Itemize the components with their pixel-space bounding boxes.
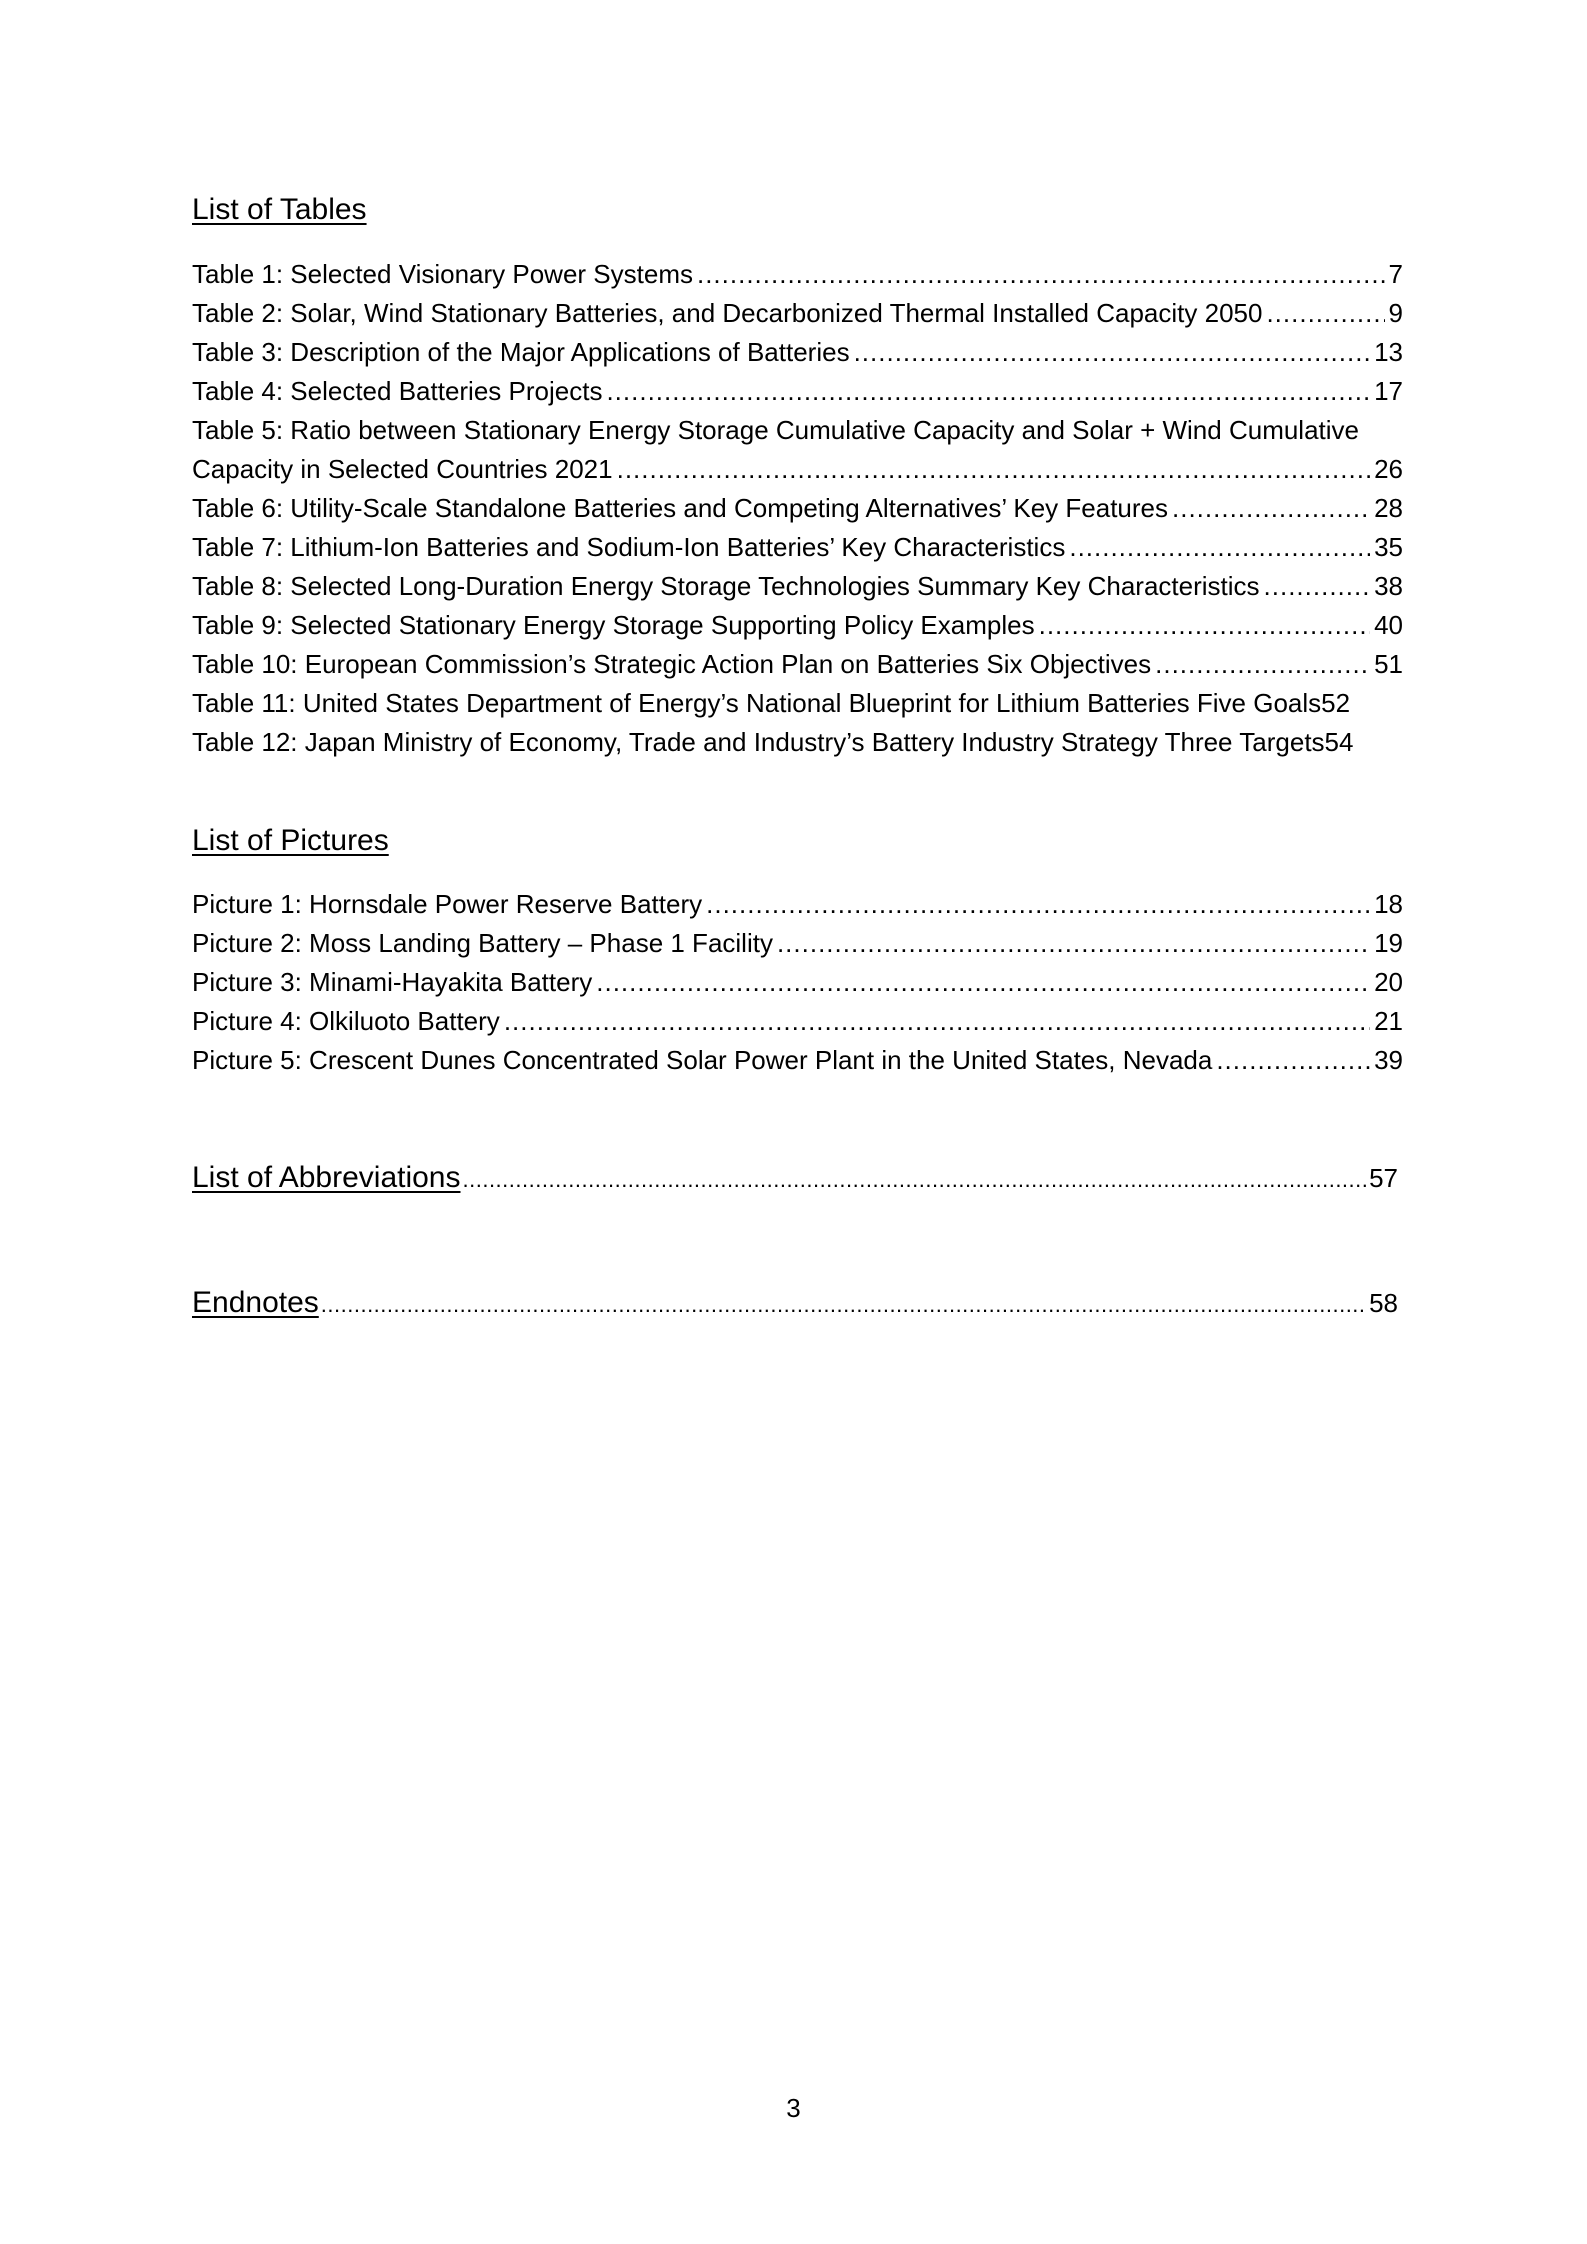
endnotes-heading: Endnotes xyxy=(192,1286,319,1319)
toc-entry-title: Picture 3: Minami-Hayakita Battery xyxy=(192,967,593,997)
dot-leader xyxy=(606,372,1370,411)
toc-entry-page: 52 xyxy=(1321,688,1351,718)
list-of-tables xyxy=(192,255,1403,762)
toc-entry-table-11[interactable] xyxy=(192,684,1403,723)
toc-entry-page: 18 xyxy=(1374,889,1403,919)
toc-entry-table-6[interactable] xyxy=(192,489,1403,528)
toc-entry-page: 21 xyxy=(1374,1006,1403,1036)
toc-entry-endnotes[interactable] xyxy=(192,1285,1398,1321)
toc-entry-title: Table 10: European Commission’s Strategic Action Plan on Batteries Six Objectives xyxy=(192,649,1152,679)
toc-entry-title: Picture 1: Hornsdale Power Reserve Battery xyxy=(192,889,703,919)
list-of-tables-heading: List of Tables xyxy=(192,193,367,226)
toc-entry-table-3[interactable] xyxy=(192,333,1403,372)
dot-leader xyxy=(1172,489,1370,528)
toc-entry-page: 57 xyxy=(1369,1163,1398,1193)
toc-entry-title: Table 12: Japan Ministry of Economy, Trade and Industry’s Battery Industry Strategy Three Targets xyxy=(192,727,1325,757)
list-of-pictures-heading: List of Pictures xyxy=(192,824,389,857)
dot-leader xyxy=(463,1167,1368,1193)
dot-leader xyxy=(1216,1041,1370,1080)
toc-entry-page: 39 xyxy=(1374,1045,1403,1075)
toc-entry-abbreviations[interactable] xyxy=(192,1160,1398,1196)
toc-entry-picture-1[interactable] xyxy=(192,885,1403,924)
toc-entry-title: Table 2: Solar, Wind Stationary Batteries, and Decarbonized Thermal Installed Capacity 2050 xyxy=(192,298,1263,328)
toc-entry-title-line2: Capacity in Selected Countries 2021 xyxy=(192,454,613,484)
toc-entry-table-7[interactable] xyxy=(192,528,1403,567)
toc-entry-title: Table 11: United States Department of Energy’s National Blueprint for Lithium Batteries Five Goals xyxy=(192,688,1322,718)
toc-entry-title: Table 8: Selected Long-Duration Energy Storage Technologies Summary Key Characteristics xyxy=(192,571,1260,601)
dot-leader xyxy=(777,924,1370,963)
dot-leader xyxy=(1069,528,1370,567)
page-number: 3 xyxy=(786,2093,801,2123)
toc-entry-page: 28 xyxy=(1374,493,1403,523)
dot-leader xyxy=(321,1292,1367,1318)
dot-leader xyxy=(706,885,1370,924)
toc-entry-title: Picture 5: Crescent Dunes Concentrated Solar Power Plant in the United States, Nevada xyxy=(192,1045,1213,1075)
toc-entry-page: 19 xyxy=(1374,928,1403,958)
toc-entry-page: 40 xyxy=(1374,610,1403,640)
dot-leader xyxy=(1264,567,1371,606)
toc-entry-page: 26 xyxy=(1374,454,1403,484)
toc-entry-picture-3[interactable] xyxy=(192,963,1403,1002)
toc-entry-title: Table 1: Selected Visionary Power Systems xyxy=(192,259,693,289)
toc-entry-title: Table 9: Selected Stationary Energy Storage Supporting Policy Examples xyxy=(192,610,1035,640)
dot-leader xyxy=(617,450,1370,489)
dot-leader xyxy=(1155,645,1370,684)
toc-entry-table-2[interactable] xyxy=(192,294,1403,333)
toc-entry-table-9[interactable] xyxy=(192,606,1403,645)
toc-entry-page: 20 xyxy=(1374,967,1403,997)
toc-entry-title: Picture 2: Moss Landing Battery – Phase 1 Facility xyxy=(192,928,773,958)
dot-leader xyxy=(697,255,1385,294)
toc-entry-page: 13 xyxy=(1374,337,1403,367)
toc-entry-picture-5[interactable] xyxy=(192,1041,1403,1080)
toc-entry-table-5[interactable] xyxy=(192,411,1403,489)
toc-entry-picture-4[interactable] xyxy=(192,1002,1403,1041)
toc-entry-page: 9 xyxy=(1388,298,1403,328)
toc-entry-page: 58 xyxy=(1369,1288,1398,1318)
toc-entry-line2 xyxy=(192,450,1403,489)
dot-leader xyxy=(854,333,1371,372)
toc-entry-table-1[interactable] xyxy=(192,255,1403,294)
list-of-pictures xyxy=(192,885,1403,1080)
toc-entry-table-12[interactable] xyxy=(192,723,1403,762)
list-of-abbreviations-heading: List of Abbreviations xyxy=(192,1161,461,1194)
toc-entry-title: Table 6: Utility-Scale Standalone Batteries and Competing Alternatives’ Key Features xyxy=(192,493,1169,523)
dot-leader xyxy=(504,1002,1370,1041)
toc-entry-page: 35 xyxy=(1374,532,1403,562)
dot-leader xyxy=(1266,294,1384,333)
toc-entry-title: Picture 4: Olkiluoto Battery xyxy=(192,1006,500,1036)
toc-entry-page: 51 xyxy=(1374,649,1403,679)
toc-entry-table-4[interactable] xyxy=(192,372,1403,411)
toc-entry-table-8[interactable] xyxy=(192,567,1403,606)
toc-entry-picture-2[interactable] xyxy=(192,924,1403,963)
toc-entry-title: Table 4: Selected Batteries Projects xyxy=(192,376,603,406)
toc-entry-page: 54 xyxy=(1324,727,1354,757)
dot-leader xyxy=(1039,606,1370,645)
toc-entry-table-10[interactable] xyxy=(192,645,1403,684)
toc-entry-page: 7 xyxy=(1388,259,1403,289)
toc-entry-title-line1: Table 5: Ratio between Stationary Energy Storage Cumulative Capacity and Solar + Wind Cumulative xyxy=(192,415,1360,445)
dot-leader xyxy=(596,963,1370,1002)
toc-entry-title: Table 3: Description of the Major Applications of Batteries xyxy=(192,337,850,367)
toc-entry-page: 38 xyxy=(1374,571,1403,601)
toc-entry-page: 17 xyxy=(1374,376,1403,406)
toc-entry-title: Table 7: Lithium-Ion Batteries and Sodium-Ion Batteries’ Key Characteristics xyxy=(192,532,1066,562)
